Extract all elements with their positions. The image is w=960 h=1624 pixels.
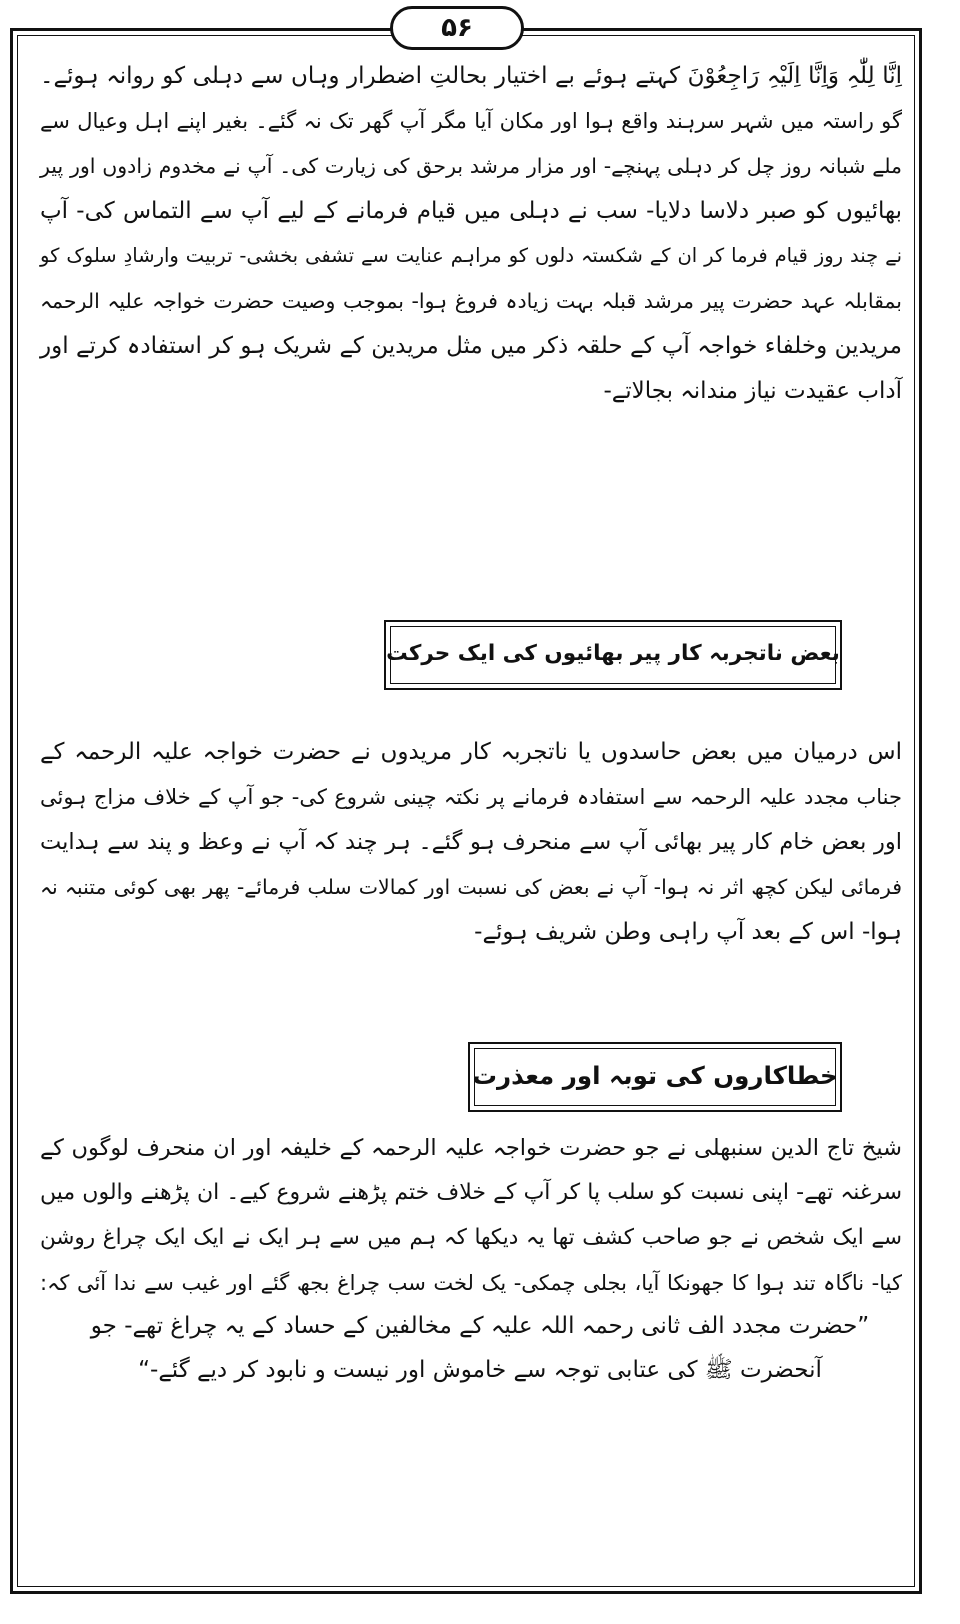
- paragraph-2-text: [40, 730, 902, 955]
- quote-line: آنحضرت ﷺ کی عتابی توجہ سے خاموش اور نیست و نابود کر دیے گئے-“: [138, 1357, 822, 1383]
- text-line: شیخ تاج الدین سنبھلی نے جو حضرت خواجہ علیہ الرحمہ کے خلیفہ اور ان منحرف لوگوں کے: [40, 1135, 902, 1161]
- section-heading-2: خطاکاروں کی توبہ اور معذرت: [472, 1061, 838, 1090]
- text-line: کیا- ناگاہ تند ہوا کا جھونکا آیا، بجلی چمکی- یک لخت سب چراغ بجھ گئے اور غیب سے ندا آئی کہ:: [40, 1271, 902, 1295]
- paragraph-2: [40, 730, 902, 955]
- text-line: آداب عقیدت نیاز مندانہ بجالاتے-: [603, 378, 902, 404]
- paragraph-3-text: [40, 1126, 902, 1306]
- text-line: نے چند روز قیام فرما کر ان کے شکستہ دلوں کو مراہم عنایت سے تشفی بخشی- تربیت وارشادِ سلوک کو: [40, 244, 902, 267]
- section-heading-1: بعض ناتجربہ کار پیر بھائیوں کی ایک حرکت: [386, 641, 840, 666]
- text-line: جناب مجدد علیہ الرحمہ سے استفادہ فرمانے پر نکتہ چینی شروع کی- جو آپ کے خلاف مزاج ہوئی: [40, 785, 902, 809]
- section-heading-box-1: [384, 620, 842, 690]
- text-line: گو راستہ میں شہر سرہند واقع ہوا اور مکان آیا مگر آپ گھر تک نہ گئے۔ بغیر اپنے اہل وعیال سے: [40, 109, 902, 133]
- quotation-text: [80, 1304, 880, 1392]
- text-line: بھائیوں کو صبر دلاسا دلایا- سب نے دہلی میں قیام فرمانے کے لیے آپ سے التماس کی- آپ: [40, 198, 902, 224]
- paragraph-1-text: [40, 54, 902, 414]
- text-line: اور بعض خام کار پیر بھائی آپ سے منحرف ہو گئے۔ ہر چند کہ آپ نے وعظ و پند سے ہدایت: [40, 829, 902, 855]
- text-line: اس درمیان میں بعض حاسدوں یا ناتجربہ کار مریدوں نے حضرت خواجہ علیہ الرحمہ کے: [40, 739, 902, 765]
- quote-line: ”حضرت مجدد الف ثانی رحمہ اللہ علیہ کے مخالفین کے حساد کے یہ چراغ تھے- جو: [90, 1313, 870, 1339]
- text-line: مریدین وخلفاء خواجہ آپ کے حلقہ ذکر میں مثل مریدین کے شریک ہو کر استفادہ کرتے اور: [40, 333, 902, 359]
- paragraph-1: [40, 54, 902, 414]
- text-line: فرمائی لیکن کچھ اثر نہ ہوا- آپ نے بعض کی نسبت اور کمالات سلب فرمائے- پھر بھی کوئی متنبہ نہ: [40, 875, 902, 899]
- page-number: ۵۶: [390, 6, 524, 50]
- text-line: سے ایک شخص نے جو صاحب کشف تھا یہ دیکھا کہ ہم میں سے ہر ایک نے ایک ایک چراغ روشن: [40, 1225, 902, 1250]
- text-line: ملے شبانہ روز چل کر دہلی پہنچے- اور مزار مرشد برحق کی زیارت کی۔ آپ نے مخدوم زادوں اور پیر: [40, 154, 902, 178]
- text-line: بمقابلہ عہد حضرت پیر مرشد قبلہ بہت زیادہ فروغ ہوا- بموجب وصیت حضرت خواجہ علیہ الرحمہ: [40, 289, 902, 313]
- text-line: سرغنہ تھے- اپنی نسبت کو سلب پا کر آپ کے خلاف ختم پڑھنے شروع کیے۔ ان پڑھنے والوں میں: [40, 1180, 902, 1205]
- quotation: [80, 1304, 880, 1392]
- paragraph-3: [40, 1126, 902, 1306]
- text-line: ہوا- اس کے بعد آپ راہی وطن شریف ہوئے-: [474, 919, 902, 945]
- text-line: اِنَّا لِلّٰہِ وَاِنَّا اِلَیْہِ رَاجِعُوْنَ کہتے ہوئے بے اختیار بحالتِ اضطرار وہاں سے دہلی کو روانہ ہوئے۔: [40, 63, 902, 89]
- section-heading-box-2: [468, 1042, 842, 1112]
